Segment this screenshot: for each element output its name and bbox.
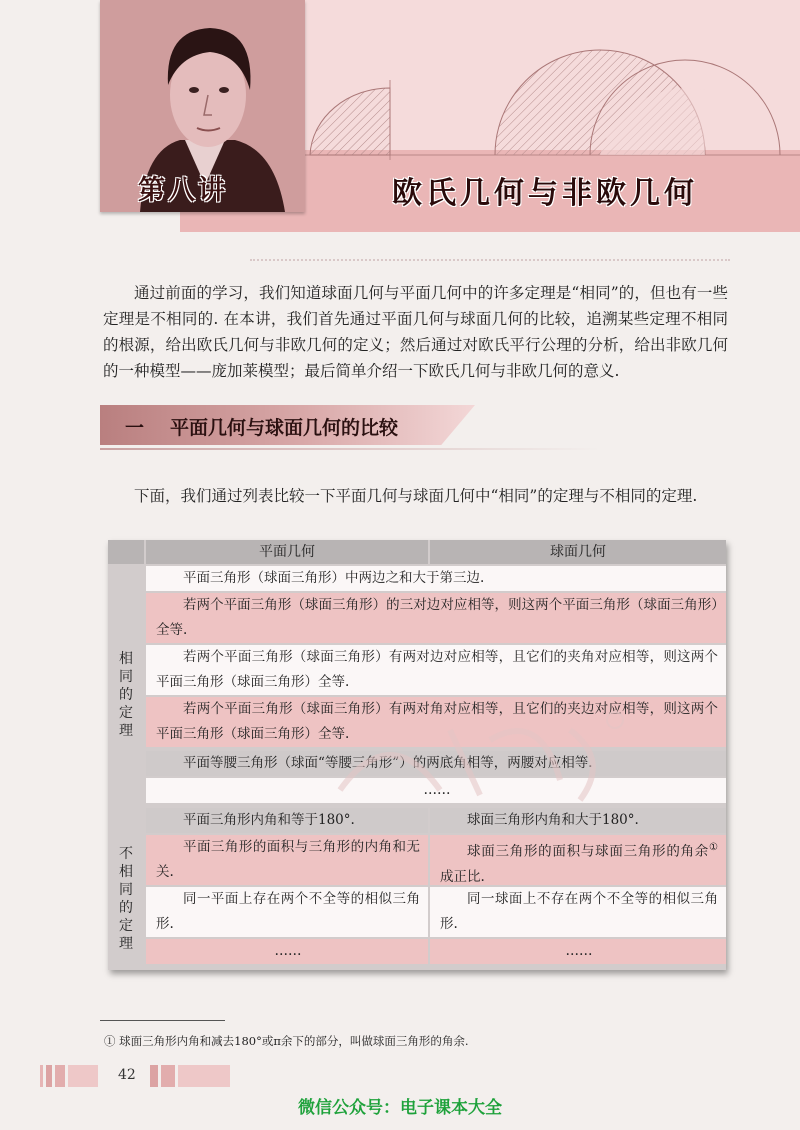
section-number: 一 <box>125 417 145 439</box>
intro-paragraph: 通过前面的学习，我们知道球面几何与平面几何中的许多定理是“相同”的，但也有一些定理是不相同的. 在本讲，我们首先通过平面几何与球面几何的比较，追溯某些定理不相同的根源，给出欧氏几何与非欧几何的定义；然后通过对欧氏平行公理的分析，给出非欧几何的一种模型——庞加莱模型；最后简单介绍一下欧氏几何与非欧几何的意义. <box>103 284 728 380</box>
row-group-label-same: 相同的定理 <box>119 651 133 739</box>
table-row: 平面三角形（球面三角形）中两边之和大于第三边. <box>146 566 726 591</box>
footnote: ① 球面三角形内角和减去180°或π余下的部分，叫做球面三角形的角余. <box>104 1034 469 1048</box>
table-row-ellipsis: …… <box>146 778 726 803</box>
table-intro-paragraph: 下面，我们通过列表比较一下平面几何与球面几何中“相同”的定理与不相同的定理. <box>134 487 698 505</box>
header-corner-cell <box>108 540 144 564</box>
decorative-divider <box>250 259 730 264</box>
cell-text: 成正比. <box>440 868 485 885</box>
section-title: 平面几何与球面几何的比较 <box>170 417 399 439</box>
table-cell-plane: 平面三角形内角和等于180°. <box>146 808 428 833</box>
page-number: 42 <box>118 1067 136 1083</box>
lecture-title: 欧氏几何与非欧几何 <box>392 176 698 211</box>
table-cell-sphere: 同一球面上不存在两个不全等的相似三角形. <box>430 887 726 937</box>
cell-text: 球面三角形的面积与球面三角形的角余 <box>467 843 710 860</box>
table-row: 平面等腰三角形（球面“等腰三角形”）的两底角相等，两腰对应相等. <box>146 751 726 776</box>
table-cell-sphere: 球面三角形内角和大于180°. <box>430 808 726 833</box>
footnote-marker[interactable]: ① <box>709 842 718 853</box>
publisher-watermark-logo <box>330 700 630 810</box>
footnote-rule <box>100 1020 225 1021</box>
column-header-plane: 平面几何 <box>146 540 428 564</box>
row-group-label-different: 不相同的定理 <box>119 846 133 952</box>
geometry-diagram <box>300 20 800 190</box>
table-row: 若两个平面三角形（球面三角形）有两对边对应相等，且它们的夹角对应相等，则这两个平面三角形（球面三角形）全等. <box>146 645 726 695</box>
section-underline <box>100 448 600 450</box>
lecture-label: 第八讲 <box>138 175 228 206</box>
table-row: 若两个平面三角形（球面三角形）的三对边对应相等，则这两个平面三角形（球面三角形）全等. <box>146 593 726 643</box>
table-cell-ellipsis: …… <box>146 939 428 964</box>
table-cell-plane: 平面三角形的面积与三角形的内角和无关. <box>146 835 428 885</box>
watermark-text: 微信公众号：电子课本大全 <box>298 1098 502 1118</box>
table-row: 若两个平面三角形（球面三角形）有两对角对应相等，且它们的夹边对应相等，则这两个平面三角形（球面三角形）全等. <box>146 697 726 747</box>
table-cell-ellipsis: …… <box>430 939 726 964</box>
column-header-sphere: 球面几何 <box>430 540 726 564</box>
table-cell-plane: 同一平面上存在两个不全等的相似三角形. <box>146 887 428 937</box>
table-cell-sphere <box>430 835 726 885</box>
